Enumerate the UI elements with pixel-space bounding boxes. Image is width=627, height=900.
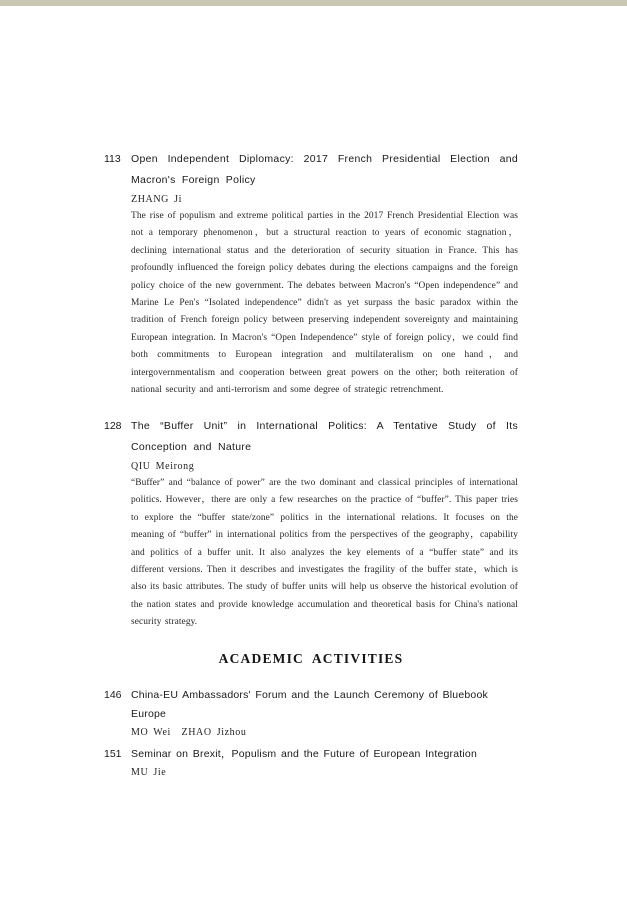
page-top-strip (0, 0, 627, 6)
entry-body (131, 149, 518, 399)
article-title: Open Independent Diplomacy: 2017 French Presidential Election and Macron's Foreign Policy (131, 153, 518, 186)
activity-title: China-EU Ambassadors' Forum and the Launch Ceremony of Bluebook Europe (131, 689, 488, 720)
activity-authors: MO Wei ZHAO Jizhou (131, 727, 247, 738)
article-title: The “Buffer Unit” in International Politics: A Tentative Study of Its Conception and Nature (131, 420, 518, 453)
entry-body (131, 416, 518, 632)
entry-page-number: 128 (104, 420, 122, 432)
article-authors: ZHANG Ji (131, 194, 182, 205)
activity-body (131, 686, 524, 744)
activity-entry-146 (104, 686, 524, 744)
toc-entry-128 (104, 416, 518, 632)
activity-page-number: 151 (104, 748, 122, 760)
activity-page-number: 146 (104, 689, 122, 701)
activity-title: Seminar on Brexit，Populism and the Future of European Integration (131, 748, 478, 760)
article-authors: QIU Meirong (131, 461, 195, 472)
activity-body (131, 745, 524, 784)
activity-entry-151 (104, 745, 524, 784)
toc-entry-113 (104, 149, 518, 399)
entry-page-number: 113 (104, 153, 121, 165)
activity-authors: MU Jie (131, 767, 167, 778)
article-abstract: “Buffer” and “balance of power” are the two dominant and classical principles of international politics. However，there are only a few researches on the practice of “buffer”. This paper tries to explore the “buffer state/zone” politics in the international relations. It focuses on the meaning of “buffer” in international politics from the perspectives of the geography，capability and politics of a buffer unit. It also analyzes the key elements of a “buffer state” and its different versions. Then it describes and investigates the fragility of the buffer state，which is also its basic attributes. The study of buffer units will help us observe the historical evolution of the nation states and provide knowledge accumulation and theoretical basis for China's national security strategy. (131, 478, 518, 628)
article-abstract: The rise of populism and extreme political parties in the 2017 French Presidential Election was not a temporary phenomenon，but a structural reaction to years of economic stagnation，declining international status and the deterioration of security situation in France. This has profoundly influenced the foreign policy debates during the elections campaigns and the foreign policy choice of the new government. The debates between Macron's “Open independence” and Marine Le Pen's “Isolated independence” didn't as yet surpass the basic paradox within the tradition of French foreign policy between preserving independent sovereignty and maintaining European integration. In Macron's “Open Independence” style of foreign policy，we could find both commitments to European integration and multilateralism on one hand，and intergovernmentalism and cooperation between great powers on the other; both reiteration of national security and anti-terrorism and some degree of strategic retrenchment. (131, 211, 518, 396)
activities-list (104, 686, 524, 785)
section-heading: ACADEMIC ACTIVITIES (218, 651, 404, 666)
